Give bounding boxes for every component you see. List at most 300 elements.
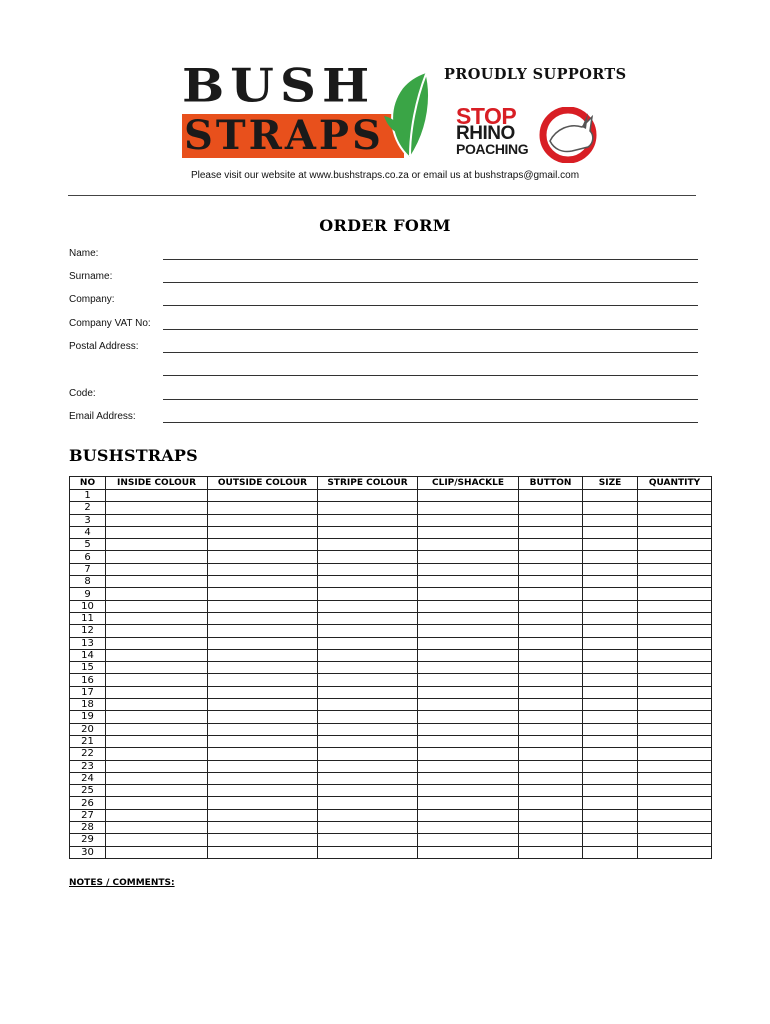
table-row [70,735,712,747]
order-form-title: ORDER FORM [319,216,451,235]
outside-colour-cell[interactable] [208,612,318,624]
header-divider [68,195,696,196]
proudly-supports-text: PROUDLY SUPPORTS [444,66,627,83]
inside-colour-cell[interactable] [106,699,208,711]
stripe-colour-cell[interactable] [318,526,418,538]
inside-colour-cell[interactable] [106,588,208,600]
row-number: 27 [70,809,106,821]
stripe-colour-cell[interactable] [318,760,418,772]
stripe-colour-cell[interactable] [318,772,418,784]
stripe-colour-cell[interactable] [318,502,418,514]
stripe-colour-cell[interactable] [318,662,418,674]
outside-colour-cell[interactable] [208,785,318,797]
button-cell[interactable] [519,563,583,575]
inside-colour-cell[interactable] [106,576,208,588]
inside-colour-cell[interactable] [106,797,208,809]
clip-shackle-cell[interactable] [418,748,519,760]
row-number: 13 [70,637,106,649]
code-label: Code: [69,388,96,399]
quantity-cell[interactable] [638,785,712,797]
outside-colour-cell[interactable] [208,797,318,809]
quantity-cell[interactable] [638,625,712,637]
outside-colour-cell[interactable] [208,711,318,723]
quantity-cell[interactable] [638,526,712,538]
button-cell[interactable] [519,785,583,797]
outside-colour-cell[interactable] [208,760,318,772]
row-number: 11 [70,612,106,624]
inside-colour-cell[interactable] [106,748,208,760]
row-number: 5 [70,539,106,551]
size-cell[interactable] [583,576,638,588]
quantity-cell[interactable] [638,723,712,735]
inside-colour-cell[interactable] [106,711,208,723]
col-header-inside-colour: INSIDE COLOUR [106,477,208,490]
row-number: 23 [70,760,106,772]
stripe-colour-cell[interactable] [318,797,418,809]
row-number: 24 [70,772,106,784]
button-cell[interactable] [519,637,583,649]
size-cell[interactable] [583,723,638,735]
row-number: 16 [70,674,106,686]
postal-address-label: Postal Address: [69,341,139,352]
stripe-colour-cell[interactable] [318,674,418,686]
quantity-cell[interactable] [638,649,712,661]
quantity-cell[interactable] [638,551,712,563]
table-row [70,809,712,821]
row-number: 26 [70,797,106,809]
button-cell[interactable] [519,760,583,772]
row-number: 15 [70,662,106,674]
button-cell[interactable] [519,576,583,588]
quantity-cell[interactable] [638,674,712,686]
table-row [70,785,712,797]
quantity-cell[interactable] [638,686,712,698]
clip-shackle-cell[interactable] [418,846,519,858]
col-header-quantity: QUANTITY [638,477,712,490]
inside-colour-cell[interactable] [106,502,208,514]
quantity-cell[interactable] [638,490,712,502]
inside-colour-cell[interactable] [106,686,208,698]
inside-colour-cell[interactable] [106,563,208,575]
outside-colour-cell[interactable] [208,846,318,858]
button-cell[interactable] [519,526,583,538]
outside-colour-cell[interactable] [208,526,318,538]
button-cell[interactable] [519,490,583,502]
button-cell[interactable] [519,600,583,612]
bushstraps-section-title: BUSHSTRAPS [69,446,198,465]
row-number: 9 [70,588,106,600]
button-cell[interactable] [519,834,583,846]
button-cell[interactable] [519,588,583,600]
company-field[interactable] [163,305,698,306]
notes-comments-label: NOTES / COMMENTS: [69,878,175,888]
quantity-cell[interactable] [638,612,712,624]
clip-shackle-cell[interactable] [418,686,519,698]
inside-colour-cell[interactable] [106,822,208,834]
size-cell[interactable] [583,514,638,526]
logo-text-bottom: STRAPS [184,112,384,159]
button-cell[interactable] [519,797,583,809]
size-cell[interactable] [583,846,638,858]
company-label: Company: [69,294,115,305]
logo-text-top: BUSH [182,58,376,113]
outside-colour-cell[interactable] [208,490,318,502]
row-number: 21 [70,735,106,747]
quantity-cell[interactable] [638,502,712,514]
button-cell[interactable] [519,502,583,514]
row-number: 19 [70,711,106,723]
outside-colour-cell[interactable] [208,834,318,846]
outside-colour-cell[interactable] [208,551,318,563]
col-header-no: NO [70,477,106,490]
clip-shackle-cell[interactable] [418,502,519,514]
inside-colour-cell[interactable] [106,662,208,674]
inside-colour-cell[interactable] [106,526,208,538]
col-header-size: SIZE [583,477,638,490]
clip-shackle-cell[interactable] [418,588,519,600]
stripe-colour-cell[interactable] [318,551,418,563]
button-cell[interactable] [519,612,583,624]
size-cell[interactable] [583,809,638,821]
quantity-cell[interactable] [638,563,712,575]
clip-shackle-cell[interactable] [418,822,519,834]
col-header-outside-colour: OUTSIDE COLOUR [208,477,318,490]
inside-colour-cell[interactable] [106,834,208,846]
company-vat-label: Company VAT No: [69,318,151,329]
name-field[interactable] [163,259,698,260]
stripe-colour-cell[interactable] [318,649,418,661]
table-row [70,625,712,637]
table-row [70,502,712,514]
size-cell[interactable] [583,711,638,723]
table-row [70,822,712,834]
stop-rhino-poaching-logo [456,103,608,163]
table-row [70,772,712,784]
table-row [70,649,712,661]
quantity-cell[interactable] [638,588,712,600]
table-row [70,797,712,809]
outside-colour-cell[interactable] [208,822,318,834]
row-number: 6 [70,551,106,563]
campaign-poaching-text: POACHING [456,141,529,157]
stripe-colour-cell[interactable] [318,490,418,502]
inside-colour-cell[interactable] [106,760,208,772]
table-row [70,834,712,846]
size-cell[interactable] [583,735,638,747]
row-number: 7 [70,563,106,575]
button-cell[interactable] [519,699,583,711]
stripe-colour-cell[interactable] [318,834,418,846]
row-number: 1 [70,490,106,502]
size-cell[interactable] [583,490,638,502]
quantity-cell[interactable] [638,662,712,674]
clip-shackle-cell[interactable] [418,809,519,821]
outside-colour-cell[interactable] [208,674,318,686]
table-row [70,576,712,588]
stripe-colour-cell[interactable] [318,588,418,600]
button-cell[interactable] [519,514,583,526]
outside-colour-cell[interactable] [208,686,318,698]
outside-colour-cell[interactable] [208,539,318,551]
table-row [70,539,712,551]
quantity-cell[interactable] [638,576,712,588]
outside-colour-cell[interactable] [208,502,318,514]
quantity-cell[interactable] [638,760,712,772]
inside-colour-cell[interactable] [106,735,208,747]
outside-colour-cell[interactable] [208,699,318,711]
size-cell[interactable] [583,588,638,600]
size-cell[interactable] [583,699,638,711]
row-number: 28 [70,822,106,834]
size-cell[interactable] [583,637,638,649]
clip-shackle-cell[interactable] [418,551,519,563]
clip-shackle-cell[interactable] [418,563,519,575]
stripe-colour-cell[interactable] [318,748,418,760]
size-cell[interactable] [583,785,638,797]
size-cell[interactable] [583,772,638,784]
quantity-cell[interactable] [638,822,712,834]
button-cell[interactable] [519,735,583,747]
clip-shackle-cell[interactable] [418,649,519,661]
website-contact-line: Please visit our website at www.bushstraps.co.za or email us at bushstraps@gmail.com [190,170,580,181]
table-header-row [70,477,712,490]
leaf-icon [380,70,440,160]
row-number: 18 [70,699,106,711]
clip-shackle-cell[interactable] [418,514,519,526]
postal-address-field-1[interactable] [163,352,698,353]
quantity-cell[interactable] [638,735,712,747]
table-row [70,526,712,538]
size-cell[interactable] [583,612,638,624]
size-cell[interactable] [583,526,638,538]
size-cell[interactable] [583,551,638,563]
inside-colour-cell[interactable] [106,723,208,735]
inside-colour-cell[interactable] [106,637,208,649]
quantity-cell[interactable] [638,539,712,551]
size-cell[interactable] [583,625,638,637]
button-cell[interactable] [519,649,583,661]
outside-colour-cell[interactable] [208,735,318,747]
quantity-cell[interactable] [638,846,712,858]
inside-colour-cell[interactable] [106,846,208,858]
stripe-colour-cell[interactable] [318,686,418,698]
clip-shackle-cell[interactable] [418,539,519,551]
clip-shackle-cell[interactable] [418,612,519,624]
campaign-stop-text: STOP [456,103,517,129]
table-row [70,662,712,674]
inside-colour-cell[interactable] [106,785,208,797]
size-cell[interactable] [583,797,638,809]
button-cell[interactable] [519,674,583,686]
quantity-cell[interactable] [638,514,712,526]
row-number: 3 [70,514,106,526]
stripe-colour-cell[interactable] [318,785,418,797]
size-cell[interactable] [583,662,638,674]
stripe-colour-cell[interactable] [318,711,418,723]
email-address-field[interactable] [163,422,698,423]
quantity-cell[interactable] [638,699,712,711]
clip-shackle-cell[interactable] [418,772,519,784]
clip-shackle-cell[interactable] [418,834,519,846]
clip-shackle-cell[interactable] [418,490,519,502]
stripe-colour-cell[interactable] [318,809,418,821]
inside-colour-cell[interactable] [106,600,208,612]
row-number: 20 [70,723,106,735]
outside-colour-cell[interactable] [208,723,318,735]
size-cell[interactable] [583,502,638,514]
size-cell[interactable] [583,674,638,686]
quantity-cell[interactable] [638,834,712,846]
col-header-clip-shackle: CLIP/SHACKLE [418,477,519,490]
order-table [69,476,712,859]
stripe-colour-cell[interactable] [318,576,418,588]
inside-colour-cell[interactable] [106,772,208,784]
table-row [70,699,712,711]
clip-shackle-cell[interactable] [418,723,519,735]
inside-colour-cell[interactable] [106,612,208,624]
table-row [70,686,712,698]
stripe-colour-cell[interactable] [318,822,418,834]
outside-colour-cell[interactable] [208,514,318,526]
outside-colour-cell[interactable] [208,600,318,612]
quantity-cell[interactable] [638,637,712,649]
inside-colour-cell[interactable] [106,551,208,563]
button-cell[interactable] [519,809,583,821]
clip-shackle-cell[interactable] [418,785,519,797]
stripe-colour-cell[interactable] [318,699,418,711]
outside-colour-cell[interactable] [208,576,318,588]
button-cell[interactable] [519,551,583,563]
outside-colour-cell[interactable] [208,772,318,784]
button-cell[interactable] [519,662,583,674]
button-cell[interactable] [519,822,583,834]
name-label: Name: [69,248,99,259]
outside-colour-cell[interactable] [208,637,318,649]
stripe-colour-cell[interactable] [318,735,418,747]
table-row [70,490,712,502]
table-row [70,846,712,858]
rhino-ring-icon [536,107,602,163]
table-row [70,551,712,563]
inside-colour-cell[interactable] [106,514,208,526]
clip-shackle-cell[interactable] [418,662,519,674]
outside-colour-cell[interactable] [208,649,318,661]
stripe-colour-cell[interactable] [318,625,418,637]
code-field[interactable] [163,399,698,400]
row-number: 8 [70,576,106,588]
quantity-cell[interactable] [638,711,712,723]
stripe-colour-cell[interactable] [318,637,418,649]
size-cell[interactable] [583,834,638,846]
col-header-stripe-colour: STRIPE COLOUR [318,477,418,490]
size-cell[interactable] [583,822,638,834]
button-cell[interactable] [519,539,583,551]
clip-shackle-cell[interactable] [418,674,519,686]
size-cell[interactable] [583,686,638,698]
clip-shackle-cell[interactable] [418,526,519,538]
quantity-cell[interactable] [638,772,712,784]
stripe-colour-cell[interactable] [318,539,418,551]
size-cell[interactable] [583,539,638,551]
outside-colour-cell[interactable] [208,809,318,821]
button-cell[interactable] [519,723,583,735]
col-header-button: BUTTON [519,477,583,490]
row-number: 17 [70,686,106,698]
stripe-colour-cell[interactable] [318,600,418,612]
table-row [70,637,712,649]
button-cell[interactable] [519,846,583,858]
clip-shackle-cell[interactable] [418,637,519,649]
email-address-label: Email Address: [69,411,136,422]
table-row [70,748,712,760]
bushstraps-logo [182,58,440,160]
clip-shackle-cell[interactable] [418,576,519,588]
clip-shackle-cell[interactable] [418,760,519,772]
outside-colour-cell[interactable] [208,588,318,600]
button-cell[interactable] [519,711,583,723]
table-row [70,563,712,575]
inside-colour-cell[interactable] [106,625,208,637]
size-cell[interactable] [583,600,638,612]
stripe-colour-cell[interactable] [318,612,418,624]
stripe-colour-cell[interactable] [318,723,418,735]
quantity-cell[interactable] [638,797,712,809]
surname-field[interactable] [163,282,698,283]
inside-colour-cell[interactable] [106,809,208,821]
row-number: 22 [70,748,106,760]
quantity-cell[interactable] [638,809,712,821]
company-vat-field[interactable] [163,329,698,330]
row-number: 2 [70,502,106,514]
postal-address-field-2[interactable] [163,375,698,376]
inside-colour-cell[interactable] [106,539,208,551]
quantity-cell[interactable] [638,748,712,760]
outside-colour-cell[interactable] [208,625,318,637]
button-cell[interactable] [519,686,583,698]
table-row [70,600,712,612]
outside-colour-cell[interactable] [208,748,318,760]
stripe-colour-cell[interactable] [318,514,418,526]
stripe-colour-cell[interactable] [318,563,418,575]
size-cell[interactable] [583,760,638,772]
quantity-cell[interactable] [638,600,712,612]
table-row [70,514,712,526]
clip-shackle-cell[interactable] [418,625,519,637]
inside-colour-cell[interactable] [106,490,208,502]
clip-shackle-cell[interactable] [418,699,519,711]
clip-shackle-cell[interactable] [418,600,519,612]
button-cell[interactable] [519,772,583,784]
outside-colour-cell[interactable] [208,662,318,674]
inside-colour-cell[interactable] [106,649,208,661]
button-cell[interactable] [519,748,583,760]
outside-colour-cell[interactable] [208,563,318,575]
size-cell[interactable] [583,748,638,760]
inside-colour-cell[interactable] [106,674,208,686]
surname-label: Surname: [69,271,113,282]
row-number: 29 [70,834,106,846]
clip-shackle-cell[interactable] [418,711,519,723]
row-number: 10 [70,600,106,612]
button-cell[interactable] [519,625,583,637]
table-row [70,674,712,686]
size-cell[interactable] [583,649,638,661]
size-cell[interactable] [583,563,638,575]
table-row [70,723,712,735]
clip-shackle-cell[interactable] [418,735,519,747]
stripe-colour-cell[interactable] [318,846,418,858]
clip-shackle-cell[interactable] [418,797,519,809]
